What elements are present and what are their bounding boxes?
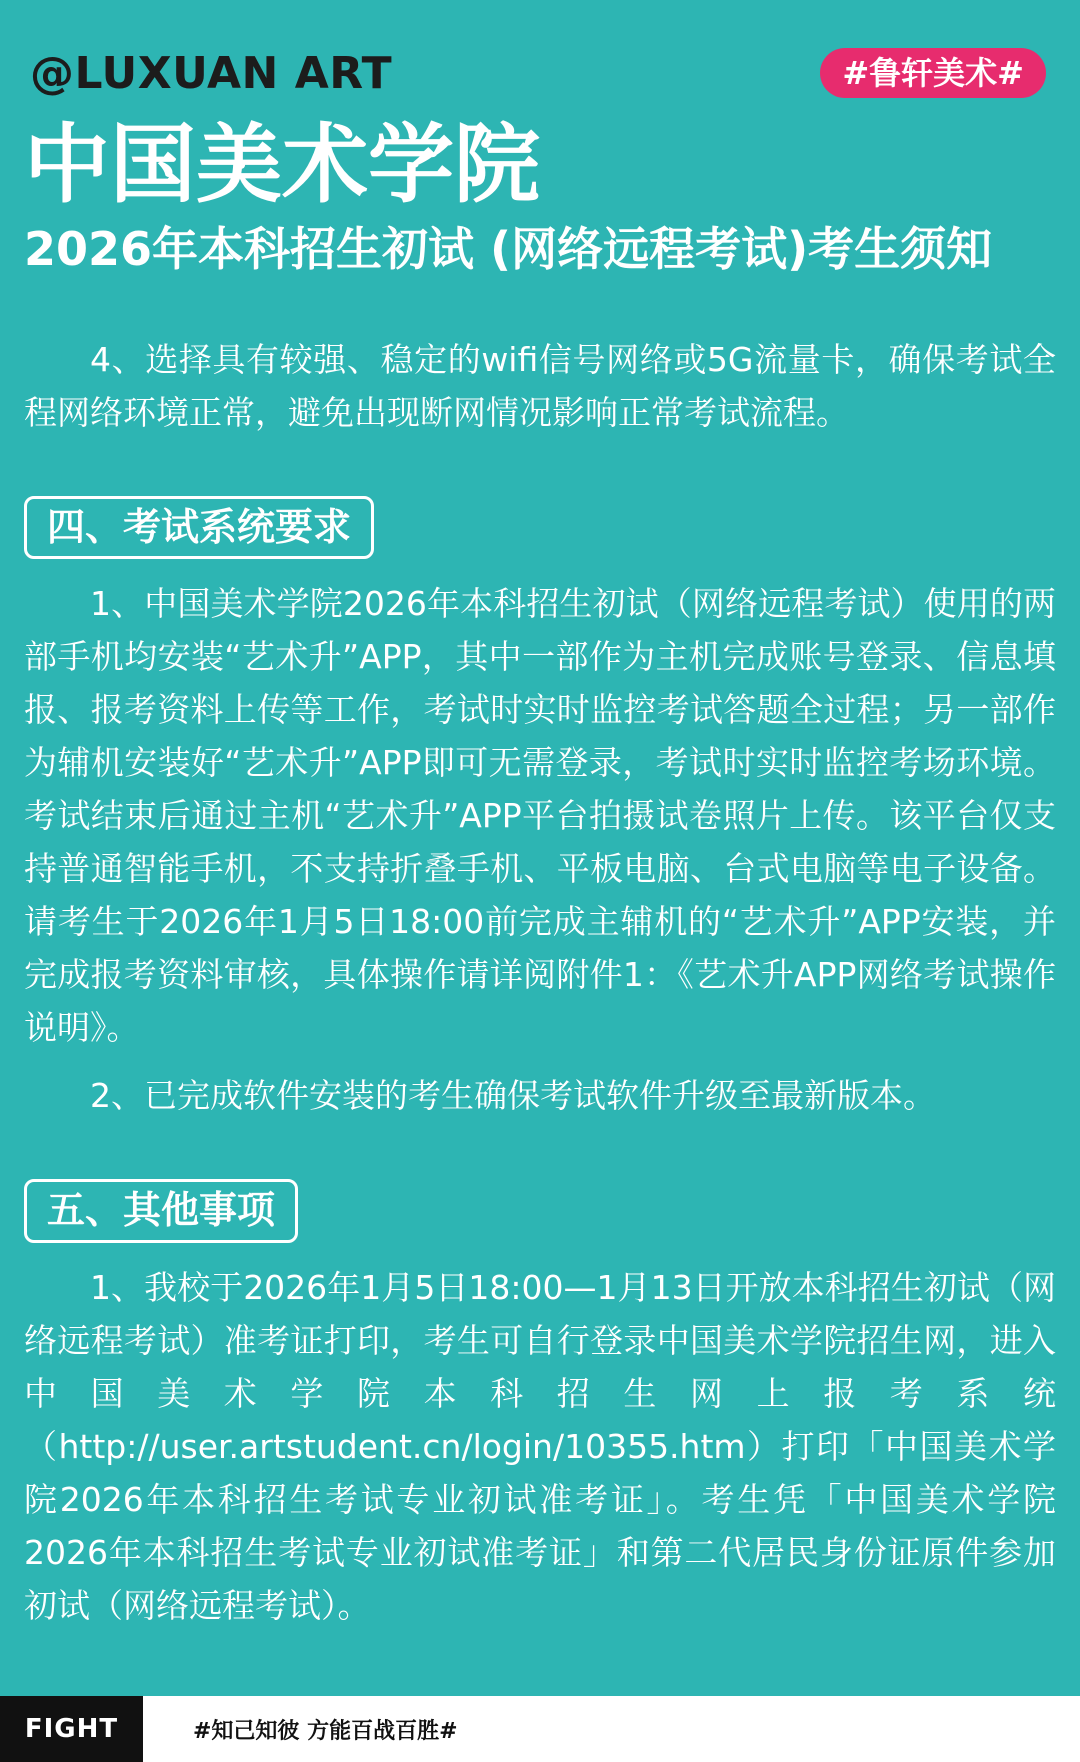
page-title: 中国美术学院	[24, 115, 540, 215]
hashtag-badge: #鲁轩美术#	[820, 48, 1046, 98]
page-subtitle: 2026年本科招生初试 (网络远程考试)考生须知	[24, 222, 993, 276]
paragraph-software-update: 2、已完成软件安装的考生确保考试软件升级至最新版本。	[90, 1076, 936, 1116]
section-heading-other-matters: 五、其他事项	[24, 1179, 298, 1242]
brand-handle: @LUXUAN ART	[30, 48, 393, 99]
footer-bar	[0, 1696, 1080, 1762]
paragraph-network-requirement: 4、选择具有较强、稳定的wifi信号网络或5G流量卡，确保考试全程网络环境正常，避免出现断网情况影响正常考试流程。	[24, 340, 1056, 432]
footer-slogan: #知己知彼 方能百战百胜#	[193, 1718, 458, 1744]
paragraph-admission-ticket: 1、我校于2026年1月5日18:00—1月13日开放本科招生初试（网络远程考试）准考证打印，考生可自行登录中国美术学院招生网，进入中国美术学院本科招生网上报考系统（http://user.artstudent.cn/login/10355.htm）打印「中国美术学院2026年本科招生考试专业初试准考证」。考生凭「中国美术学院2026年本科招生考试专业初试准考证」和第二代居民身份证原件参加初试（网络远程考试）。	[24, 1267, 1056, 1625]
paragraph-app-installation: 1、中国美术学院2026年本科招生初试（网络远程考试）使用的两部手机均安装“艺术升”APP，其中一部作为主机完成账号登录、信息填报、报考资料上传等工作，考试时实时监控考试答题全过程；另一部作为辅机安装好“艺术升”APP即可无需登录，考试时实时监控考场环境。考试结束后通过主机“艺术升”APP平台拍摄试卷照片上传。该平台仅支持普通智能手机，不支持折叠手机、平板电脑、台式电脑等电子设备。请考生于2026年1月5日18:00前完成主辅机的“艺术升”APP安装，并完成报考资料审核，具体操作请详阅附件1：《艺术升APP网络考试操作说明》。	[24, 584, 1056, 1048]
article-body	[24, 333, 1056, 1632]
section-heading-system-requirements: 四、考试系统要求	[24, 496, 374, 559]
footer-fight-label: FIGHT	[0, 1696, 143, 1762]
